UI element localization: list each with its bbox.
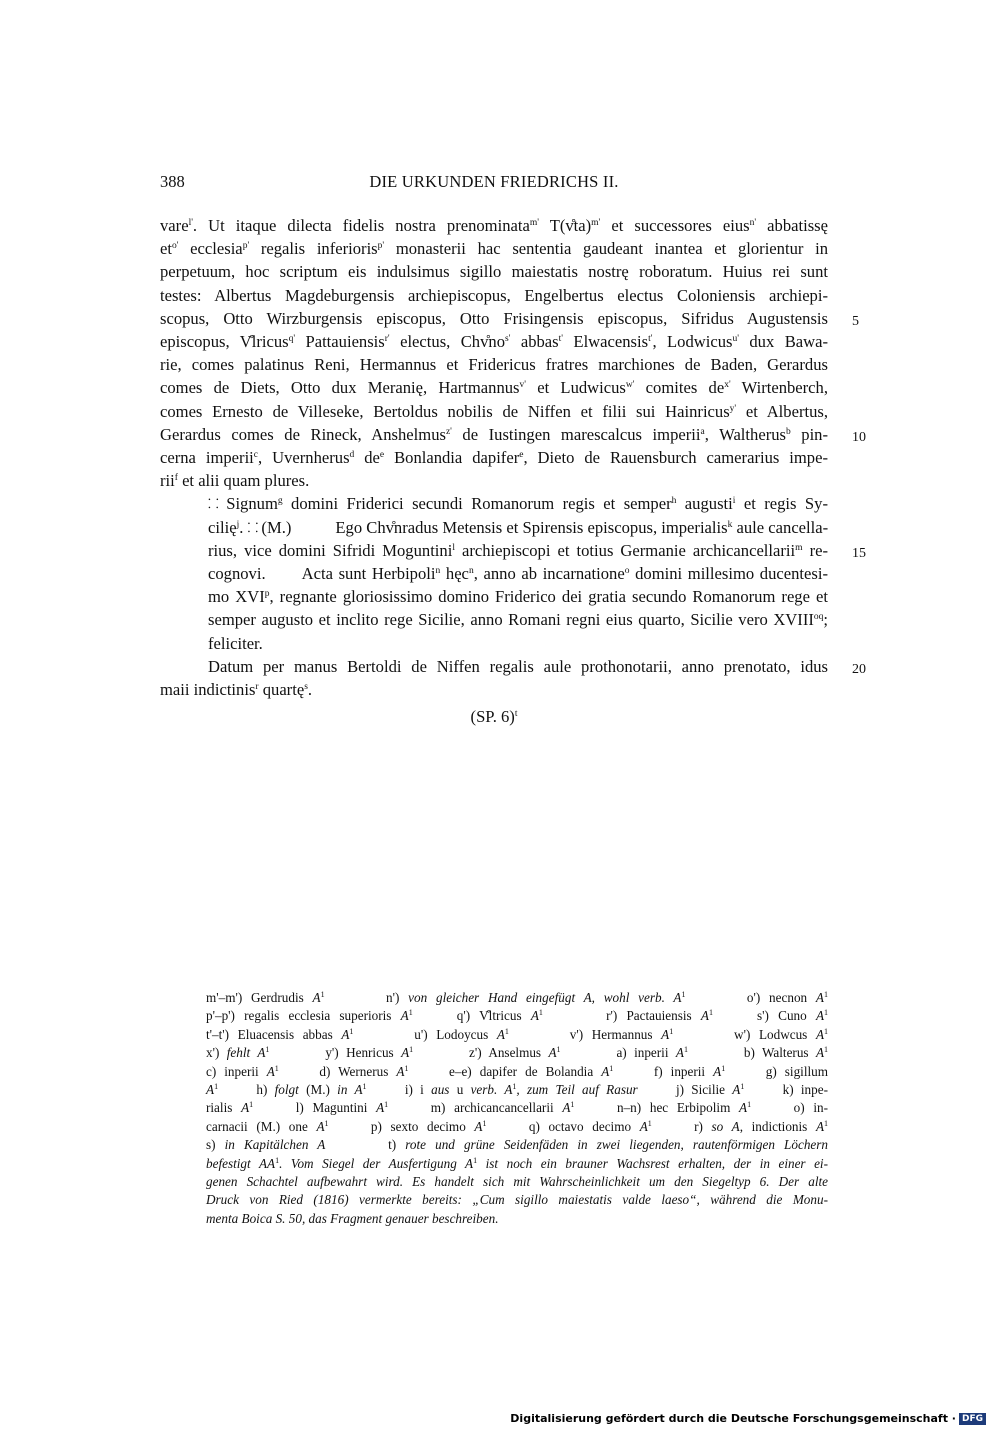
charter-text xyxy=(160,214,828,701)
line-number: 5 xyxy=(852,314,859,329)
line-number: 10 xyxy=(852,430,866,445)
paragraph-text: Datum per manus Bertoldi de Niffen regalis aule prothonotarii, anno prenotato, idus maii indictinis$^r$ quartę$^s$. xyxy=(160,656,828,700)
dfg-logo: DFG xyxy=(959,1413,986,1425)
chrismon-icon: ⸬ xyxy=(208,496,218,512)
seal-description xyxy=(160,707,828,727)
page-number: 388 xyxy=(160,172,185,191)
funding-footer: Digitalisierung gefördert durch die Deutsche Forschungsgemeinschaft · DFG xyxy=(510,1412,986,1425)
running-title: DIE URKUNDEN FRIEDRICHS II. xyxy=(369,172,619,191)
paragraph-text: vare$^{l'}$. Ut itaque dilecta fidelis nostra prenominata$^{m'}$ T(v̊ta)$^{m'}$ et successores eius$^{n'}$ abbatissę $et^{o'}$ ecclesia$^{p'}$ regalis inferioris$^{p'}$ monasterii hac sententia gaudeant inantea et glorientur in perpetuum, hoc scriptum eis indulsimus sigillo maiestatis nostrę roboratum. Huius rei sunt testes: Albertus Magdeburgensis archiepiscopus, Engelbertus electus Coloniensis archiepi- scopus, Otto Wirzburgensis episcopus, Otto Frisingensis episcopus, Sifridus Augustensis episcopus, V̊lricus$^{q'}$ Pattauiensis$^{r'}$ electus, $Chv̊no^{s'}$ abbas$^{t'}$ Elwacensis$^{t'}$, Lodwicus$^{u'}$ dux Bawa- rie, comes palatinus Reni, Hermannus et Fridericus fratres marchiones de Baden, Gerardus comes de Diets, Otto dux Meranię, Hartmannus$^{v'}$ et Ludwicus$^{w'}$ comites $de^{x'}$ Wirtenberch, comes Ernesto de Villeseke, Bertoldus nobilis de Niffen et filii sui Hainricus$^{y'}$ et Albertus, Gerardus comes de Rineck, Anshelmus$^{z'}$ de Iustingen marescalcus imperii$^a$, Waltherus$^b$ pin- cerna imperii$^c$, Uvernherus$^d$ $de^e$ Bonlandia dapifer$^e$, Dieto de Rauensburch camerarius impe- rii$^f$ et alii quam plures. xyxy=(160,216,829,491)
funding-note: Digitalisierung gefördert durch die Deutsche Forschungsgemeinschaft xyxy=(510,1412,948,1425)
seal-note-mark: t xyxy=(514,709,518,719)
seal-line: (SP. 6) xyxy=(470,707,515,726)
line-number: 20 xyxy=(852,662,866,677)
chrismon-icon: ⸬ xyxy=(247,519,258,535)
critical-apparatus: m'–m') Gerdrudis $A^1$ n') von gleicher Hand eingefügt A, wohl verb. $A^1$ o') necnon $A^1$ p'–p') regalis ecclesia superioris $A^1$ q') V̊ltricus $A^1$ r') Pactauiensis $A^1$ s') Cuno $A^1$ t'–t') Eluacensis abbas $A^1$ u') Lodoycus $A^1$ v') Hermannus $A^1$ w') Lodwcus $A^1$ x') fehlt $A^1$ y') Henricus $A^1$ z') Anselmus $A^1$ a) inperii $A^1$ b) Walterus $A^1$ c) inperii $A^1$ d) Wernerus $A^1$ e–e) dapifer de Bolandia $A^1$ f) inperii $A^1$ g) sigillum $A^1$ h) folgt (M.) in $A^1$ i) i aus u verb. $A^1$, zum Teil auf Rasur j) Sicilie $A^1$ k) inpe- rialis $A^1$ l) Maguntini $A^1$ m) archicancancellarii $A^1$ n–n) hec Erbipolim $A^1$ o) in- carnacii (M.) one $A^1$ p) sexto decimo $A^1$ q) octavo decimo $A^1$ r) so A, indictionis $A^1$ s) in Kapitälchen A t) rote und grüne Seidenfäden in zwei liegenden, rautenförmigen Löchern befestigt $AA^1$. Vom Siegel der Ausfertigung $A^1$ ist noch ein brauner Wachsrest erhalten, der in einer ei- genen Schachtel aufbewahrt wird. Es handelt sich mit Wahrscheinlichkeit um den Siegeltyp 6. Der alte Druck von Ried (1816) vermerkte bereits: „Cum sigillo maiestatis valde laeso“, während die Monu- menta Boica S. 50, das Fragment genauer beschreiben. xyxy=(206,990,829,1226)
page-header xyxy=(160,172,828,196)
paragraph-text: ⸬ Signum$^g$ domini Friderici secundi Romanorum regis et semper$^h$ augusti$^i$ et regis Sy- cilię$^j$. ⸬ (M.) Ego Chv̊nradus Metensis et Spirensis episcopus, imperialis$^k$ aule cancella- rius, vice domini Sifridi Moguntini$^l$ archiepiscopi et totius Germanie archicancellarii$^m$ re- cognovi. Acta sunt Herbipoli$^n$ hęc$^n$, anno ab incarnatione$^o$ domini millesimo ducentesi- mo XVI$^p$, regnante gloriosissimo domino Friderico dei gratia secundo Romanorum rege et semper augusto et inclito rege Sicilie, anno Romani regni eius quarto, Sicilie vero $XVIII^{oq}$; feliciter. xyxy=(208,494,829,653)
line-number: 15 xyxy=(852,546,866,561)
